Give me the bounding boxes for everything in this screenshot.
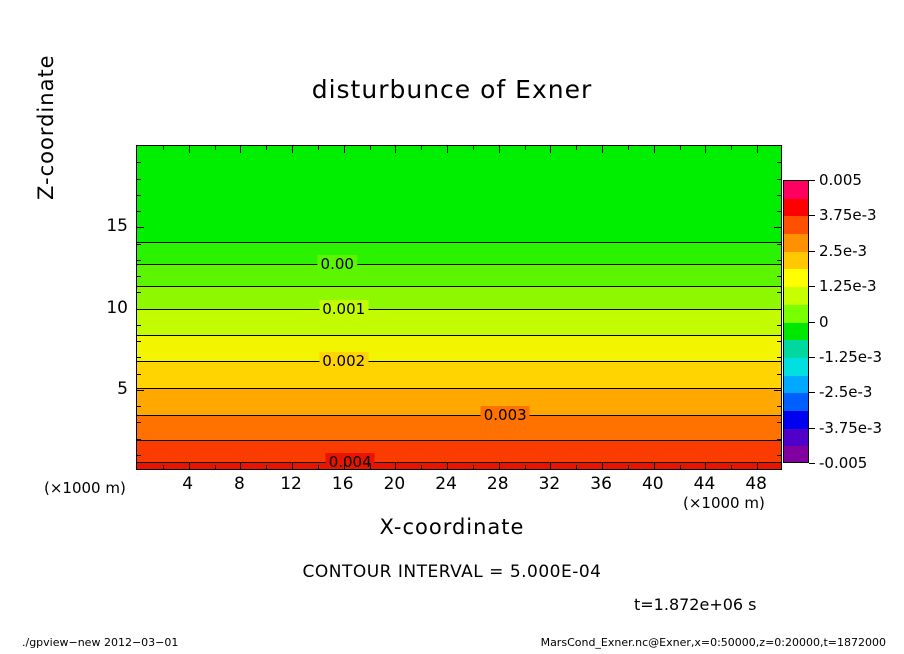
contour-fill-band bbox=[137, 440, 781, 462]
x-axis-tick-label: 36 bbox=[590, 474, 612, 494]
y-axis-tick bbox=[774, 390, 781, 391]
y-axis-tick bbox=[774, 309, 781, 310]
x-axis-tick bbox=[473, 146, 474, 150]
contour-line-minor bbox=[137, 242, 781, 243]
x-axis-tick bbox=[525, 146, 526, 150]
x-axis-tick bbox=[550, 146, 551, 153]
contour-fill-band bbox=[137, 264, 781, 286]
x-axis-tick bbox=[292, 462, 293, 469]
y-axis-tick bbox=[137, 341, 141, 342]
colorbar-segment bbox=[784, 358, 808, 376]
x-axis-tick-label: 20 bbox=[383, 474, 406, 494]
x-axis-tick bbox=[163, 146, 164, 150]
y-axis-tick bbox=[777, 276, 781, 277]
contour-label: 0.002 bbox=[319, 352, 368, 370]
x-axis-tick bbox=[602, 146, 603, 153]
x-axis-tick bbox=[266, 146, 267, 150]
y-axis-tick bbox=[137, 195, 141, 196]
x-axis-tick bbox=[680, 146, 681, 150]
x-axis-units-left: (×1000 m) bbox=[44, 479, 126, 497]
colorbar-tick bbox=[809, 357, 815, 358]
y-axis-tick bbox=[137, 422, 141, 423]
x-axis-tick bbox=[654, 146, 655, 153]
page-title: disturbunce of Exner bbox=[311, 75, 593, 104]
colorbar-tick bbox=[809, 463, 815, 464]
x-axis-tick bbox=[757, 146, 758, 153]
x-axis-tick bbox=[266, 465, 267, 469]
x-axis-tick bbox=[473, 465, 474, 469]
colorbar-tick-label: 0 bbox=[819, 312, 829, 331]
x-axis-tick bbox=[628, 146, 629, 150]
x-axis-tick-label: 32 bbox=[538, 474, 561, 494]
y-axis-tick bbox=[137, 292, 141, 293]
x-axis-tick bbox=[576, 465, 577, 469]
x-axis-tick bbox=[395, 462, 396, 469]
y-axis-tick-label: 15 bbox=[106, 216, 128, 237]
colorbar-segment bbox=[784, 429, 808, 447]
x-axis-tick bbox=[525, 465, 526, 469]
contour-line-minor bbox=[137, 440, 781, 441]
y-axis-tick bbox=[137, 325, 141, 326]
y-axis-tick bbox=[137, 406, 141, 407]
y-axis-tick bbox=[137, 227, 144, 228]
colorbar-tick-label: 0.005 bbox=[819, 171, 862, 189]
y-axis-title: Z-coordinate bbox=[34, 54, 58, 200]
time-label: t=1.872e+06 s bbox=[634, 595, 757, 614]
x-axis-tick-label: 28 bbox=[486, 474, 509, 494]
contour-fill-band bbox=[137, 361, 781, 388]
x-axis-tick-label: 40 bbox=[641, 474, 664, 494]
x-axis-tick bbox=[370, 465, 371, 469]
contour-line-major bbox=[137, 415, 781, 416]
colorbar-tick-label: -1.25e-3 bbox=[819, 347, 882, 366]
colorbar-tick-label: 2.5e-3 bbox=[819, 241, 868, 260]
x-axis-tick bbox=[318, 146, 319, 150]
y-axis-tick bbox=[777, 374, 781, 375]
contour-fill-layer bbox=[137, 146, 781, 469]
colorbar bbox=[783, 180, 809, 463]
footer-left: ./gpview−new 2012−03−01 bbox=[22, 636, 179, 649]
colorbar-tick-label: -2.5e-3 bbox=[819, 383, 873, 402]
x-axis-tick bbox=[731, 465, 732, 469]
colorbar-segment bbox=[784, 252, 808, 270]
contour-interval-text: CONTOUR INTERVAL = 5.000E-04 bbox=[302, 562, 602, 582]
contour-line-major bbox=[137, 264, 781, 265]
x-axis-tick bbox=[318, 465, 319, 469]
y-axis-tick bbox=[137, 260, 141, 261]
x-axis-tick bbox=[344, 146, 345, 153]
x-axis-tick bbox=[680, 465, 681, 469]
contour-fill-band bbox=[137, 309, 781, 335]
contour-line-minor bbox=[137, 388, 781, 389]
contour-plot-area bbox=[136, 145, 782, 470]
colorbar-tick-label: 1.25e-3 bbox=[819, 277, 877, 296]
x-axis-tick bbox=[705, 462, 706, 469]
colorbar-segment bbox=[784, 199, 808, 217]
x-axis-tick-label: 8 bbox=[233, 474, 245, 494]
y-axis-tick bbox=[137, 211, 141, 212]
contour-fill-band bbox=[137, 242, 781, 264]
y-axis-tick bbox=[137, 390, 144, 391]
x-axis-tick bbox=[215, 465, 216, 469]
colorbar-segment bbox=[784, 216, 808, 234]
colorbar-tick bbox=[809, 428, 815, 429]
colorbar-segment bbox=[784, 234, 808, 252]
contour-line-minor bbox=[137, 286, 781, 287]
y-axis-tick-label: 10 bbox=[106, 297, 128, 318]
x-axis-tick-label: 12 bbox=[280, 474, 302, 494]
x-axis-tick bbox=[189, 146, 190, 153]
colorbar-tick bbox=[809, 180, 815, 181]
y-axis-tick-label: 5 bbox=[117, 378, 128, 399]
contour-line-major bbox=[137, 462, 781, 463]
colorbar-tick bbox=[809, 251, 815, 252]
x-axis-tick bbox=[550, 462, 551, 469]
y-axis-tick bbox=[777, 422, 781, 423]
y-axis-tick bbox=[774, 227, 781, 228]
contour-fill-band bbox=[137, 286, 781, 310]
y-axis-tick bbox=[137, 162, 141, 163]
y-axis-tick bbox=[137, 244, 141, 245]
x-axis-tick-label: 24 bbox=[435, 474, 457, 494]
x-axis-tick bbox=[240, 146, 241, 153]
y-axis-tick bbox=[137, 309, 144, 310]
colorbar-tick bbox=[809, 392, 815, 393]
colorbar-segment bbox=[784, 393, 808, 411]
x-axis-tick bbox=[628, 465, 629, 469]
x-axis-tick bbox=[447, 146, 448, 153]
x-axis-tick bbox=[499, 462, 500, 469]
y-axis-tick bbox=[777, 341, 781, 342]
contour-fill-band bbox=[137, 146, 781, 242]
x-axis-tick bbox=[705, 146, 706, 153]
y-axis-tick bbox=[137, 439, 141, 440]
colorbar-segment bbox=[784, 287, 808, 305]
contour-fill-band bbox=[137, 335, 781, 361]
y-axis-tick bbox=[777, 211, 781, 212]
x-axis-tick bbox=[292, 146, 293, 153]
y-axis-tick bbox=[777, 325, 781, 326]
x-axis-tick-label: 16 bbox=[331, 474, 354, 494]
contour-line-major bbox=[137, 309, 781, 310]
contour-label: 0.001 bbox=[319, 300, 368, 318]
x-axis-tick bbox=[447, 462, 448, 469]
x-axis-tick-label: 48 bbox=[745, 474, 767, 494]
colorbar-segment bbox=[784, 446, 808, 463]
colorbar-tick bbox=[809, 322, 815, 323]
colorbar-segment bbox=[784, 323, 808, 341]
y-axis-tick bbox=[777, 260, 781, 261]
contour-line-minor bbox=[137, 335, 781, 336]
contour-label: 0.003 bbox=[481, 406, 530, 424]
x-axis-tick bbox=[395, 146, 396, 153]
x-axis-tick bbox=[240, 462, 241, 469]
colorbar-segment bbox=[784, 305, 808, 323]
colorbar-tick bbox=[809, 286, 815, 287]
y-axis-tick bbox=[777, 439, 781, 440]
x-axis-tick bbox=[421, 465, 422, 469]
x-axis-units-right: (×1000 m) bbox=[683, 494, 765, 512]
y-axis-tick bbox=[777, 406, 781, 407]
x-axis-tick bbox=[163, 465, 164, 469]
colorbar-segment bbox=[784, 340, 808, 358]
colorbar-segment bbox=[784, 376, 808, 394]
x-axis-tick bbox=[215, 146, 216, 150]
colorbar-segment bbox=[784, 181, 808, 199]
x-axis-tick bbox=[602, 462, 603, 469]
x-axis-tick bbox=[654, 462, 655, 469]
contour-fill-band bbox=[137, 415, 781, 440]
colorbar-tick-label: -3.75e-3 bbox=[819, 418, 882, 437]
contour-fill-band bbox=[137, 388, 781, 415]
colorbar-tick bbox=[809, 215, 815, 216]
y-axis-tick bbox=[777, 162, 781, 163]
footer-right: MarsCond_Exner.nc@Exner,x=0:50000,z=0:20000,t=1872000 bbox=[540, 636, 886, 649]
contour-label: 0.004 bbox=[326, 453, 375, 470]
x-axis-tick bbox=[499, 146, 500, 153]
colorbar-segment bbox=[784, 411, 808, 429]
y-axis-tick bbox=[137, 357, 141, 358]
x-axis-tick bbox=[731, 146, 732, 150]
x-axis-tick bbox=[421, 146, 422, 150]
y-axis-tick bbox=[137, 455, 141, 456]
contour-label: 0.00 bbox=[318, 255, 357, 273]
contour-line-major bbox=[137, 361, 781, 362]
y-axis-tick bbox=[777, 357, 781, 358]
x-axis-tick bbox=[189, 462, 190, 469]
colorbar-tick-label: -0.005 bbox=[819, 454, 868, 472]
y-axis-tick bbox=[777, 292, 781, 293]
x-axis-tick bbox=[344, 462, 345, 469]
x-axis-tick-label: 4 bbox=[182, 474, 194, 494]
x-axis-title: X-coordinate bbox=[379, 515, 525, 539]
colorbar-segment bbox=[784, 269, 808, 287]
x-axis-tick bbox=[576, 146, 577, 150]
y-axis-tick bbox=[137, 179, 141, 180]
y-axis-tick bbox=[777, 455, 781, 456]
contour-fill-band bbox=[137, 462, 781, 470]
y-axis-tick bbox=[777, 244, 781, 245]
x-axis-tick bbox=[370, 146, 371, 150]
y-axis-tick bbox=[777, 179, 781, 180]
x-axis-tick bbox=[757, 462, 758, 469]
y-axis-tick bbox=[137, 276, 141, 277]
colorbar-tick-label: 3.75e-3 bbox=[819, 206, 877, 225]
y-axis-tick bbox=[777, 195, 781, 196]
y-axis-tick bbox=[137, 374, 141, 375]
x-axis-tick-label: 44 bbox=[693, 474, 716, 494]
